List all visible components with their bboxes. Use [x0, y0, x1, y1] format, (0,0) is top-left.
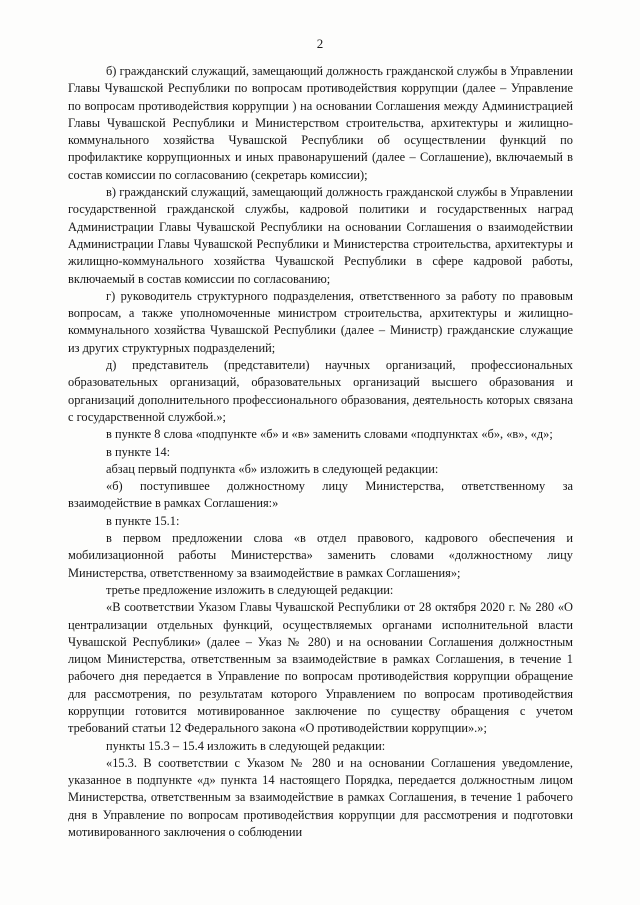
paragraph-punkt-15-1: в пункте 15.1:: [106, 513, 180, 528]
paragraph-g: г) руководитель структурного подразделения, ответственного за работу по правовым вопросам, а также уполномоченные министром строительства, архитектуры и жилищно-коммунального хозяйства Чувашской Республики (далее – Министр) гражданские служащие из других структурных подразделений;: [68, 288, 573, 355]
paragraph-trete-predlozhenie: третье предложение изложить в следующей редакции:: [106, 582, 394, 597]
paragraph-ukaz-280: «В соответствии Указом Главы Чувашской Республики от 28 октября 2020 г. № 280 «О централизации отдельных функций, осуществляемых органами исполнительной власти Чувашской Республики» (далее – Указ № 280) и на основании Соглашения должностным лицом Министерства, ответственным за взаимодействие в рамках Соглашения, в течение 1 рабочего дня передается в Управление по вопросам противодействия коррупции обращение для рассмотрения, по результатам которого Управлением по вопросам противодействия коррупции готовится мотивированное заключение по существу обращения с учетом требований статьи 12 Федерального закона «О противодействии коррупции».»;: [68, 600, 573, 736]
paragraph-b: б) гражданский служащий, замещающий должность гражданской службы в Управлении Главы Чувашской Республики по вопросам противодействия коррупции (далее – Управление по вопросам противодействия коррупции ) на основании Соглашения между Администрацией Главы Чувашской Республики и Министерством строительства, архитектуры и жилищно-коммунального хозяйства Чувашской Республики об осуществлении функций по профилактике коррупционных и иных правонарушений (далее – Соглашение), включаемый в состав комиссии по согласованию (секретарь комиссии);: [68, 64, 573, 182]
paragraph-15-3: «15.3. В соответствии с Указом № 280 и на основании Соглашения уведомление, указанное в подпункте «д» пункта 14 настоящего Порядка, передается должностным лицом Министерства, ответственным за взаимодействие в рамках Соглашения, в течение 1 рабочего дня в Управление по вопросам противодействия коррупции для рассмотрения и подготовки мотивированного заключения о соблюдении: [68, 755, 573, 840]
paragraph-punkt-14: в пункте 14:: [106, 444, 171, 459]
paragraph-pervoe-predlozhenie: в первом предложении слова «в отдел правового, кадрового обеспечения и мобилизационной работы Министерства» заменить словами «должностному лицу Министерства, ответственному за взаимодействие в рамках Соглашения»;: [68, 531, 573, 580]
page-number: 2: [316, 36, 324, 51]
paragraph-d: д) представитель (представители) научных организаций, профессиональных образовательных организаций, образовательных организаций высшего образования и организаций дополнительного профессионального образования, деятельность которых связана с государственной службой.»;: [68, 358, 573, 424]
paragraph-punkt-8: в пункте 8 слова «подпункте «б» и «в» заменить словами «подпунктах «б», «в», «д»;: [106, 427, 553, 442]
document-body: [68, 63, 573, 841]
paragraph-punkty-15-3-15-4: пункты 15.3 – 15.4 изложить в следующей редакции:: [106, 738, 386, 753]
paragraph-podpunkt-b-new: «б) поступившее должностному лицу Министерства, ответственному за взаимодействие в рамках Соглашения:»: [68, 479, 573, 511]
paragraph-abzac-pervyi: абзац первый подпункта «б» изложить в следующей редакции:: [106, 461, 439, 476]
paragraph-v: в) гражданский служащий, замещающий должность гражданской службы в Управлении государственной гражданской службы, кадровой политики и государственных наград Администрации Главы Чувашской Республики на основании Соглашения о взаимодействии Администрации Главы Чувашской Республики и Министерства строительства, архитектуры и жилищно-коммунального хозяйства Чувашской Республики в сфере кадровой работы, включаемый в состав комиссии по согласованию;: [68, 185, 573, 286]
